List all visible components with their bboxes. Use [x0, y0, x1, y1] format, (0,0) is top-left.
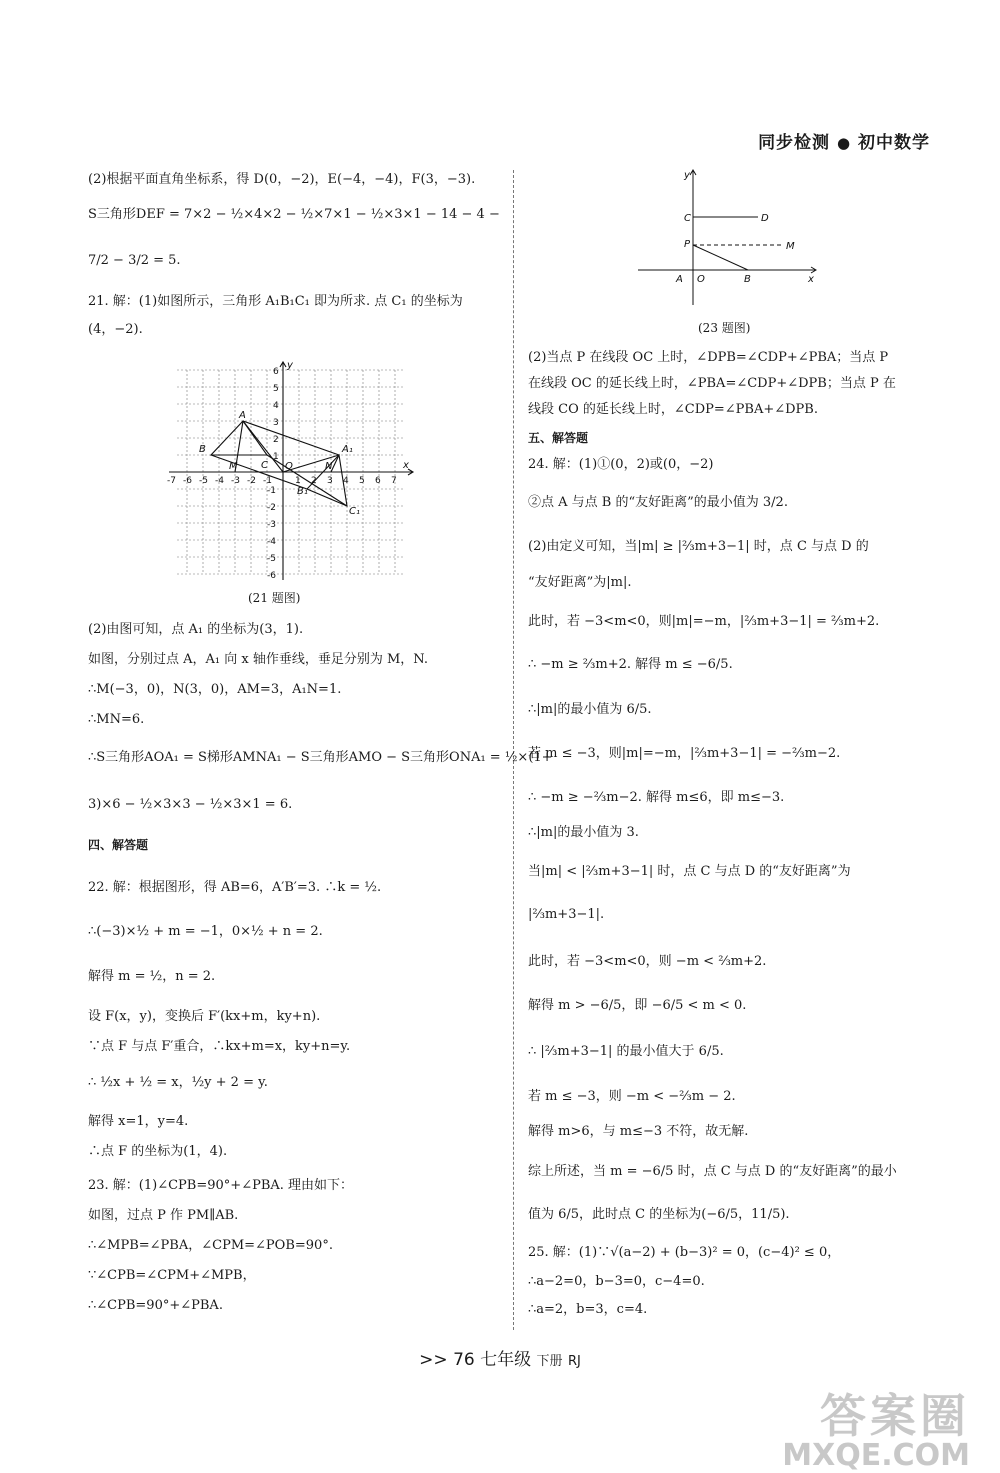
label-o: O [697, 274, 705, 285]
x-tick-label: -2 [247, 476, 256, 486]
label-b: B [744, 274, 751, 285]
grade: 七年级 [480, 1350, 532, 1370]
text-line: 当|m| < |⅔m+3−1| 时，点 C 与点 D 的“友好距离”为 [528, 864, 851, 879]
text-line: (4，−2). [88, 322, 143, 337]
text-line: 若 m ≤ −3，则 −m < −⅔m − 2. [528, 1089, 736, 1104]
label-d: D [761, 213, 769, 224]
x-tick-label: 5 [359, 476, 365, 486]
text-line: ∵∠CPB=∠CPM+∠MPB， [88, 1268, 256, 1283]
x-tick-label: 6 [375, 476, 381, 486]
figure-23-caption: (23 题图) [698, 321, 751, 335]
text-line: 如图，过点 P 作 PM∥AB. [88, 1208, 239, 1223]
label-a1: A₁ [342, 444, 353, 455]
page-number: 76 [453, 1350, 475, 1370]
text-line: 此时，若 −3<m<0，则|m|=−m，|⅔m+3−1| = ⅔m+2. [528, 614, 880, 629]
text-line: 在线段 OC 的延长线上时，∠PBA=∠CDP+∠DPB；当点 P 在 [528, 376, 896, 391]
x-tick-label: -1 [263, 476, 272, 486]
text-line: ∵点 F 与点 F′重合，∴kx+m=x，ky+n=y. [88, 1039, 351, 1054]
x-tick-label: -6 [183, 476, 192, 486]
y-tick-label: -6 [267, 571, 276, 581]
label-c: C [684, 213, 691, 224]
text-line: 3)×6 − ½×3×3 − ½×3×1 = 6. [88, 797, 293, 812]
text-line: 解得 x=1，y=4. [88, 1114, 189, 1129]
text-line: ∴|m|的最小值为 6/5. [528, 702, 652, 717]
text-line: ∴M(−3，0)，N(3，0)，AM=3，A₁N=1. [88, 682, 342, 697]
text-line: ∴S三角形AOA₁ = S梯形AMNA₁ − S三角形AMO − S三角形ONA₁ = ½×(1+ [88, 750, 553, 765]
text-line: ∴(−3)×½ + m = −1，0×½ + n = 2. [88, 924, 323, 939]
text-line: |⅔m+3−1|. [528, 907, 605, 922]
label-o: O [285, 461, 293, 472]
label-a: A [676, 274, 683, 285]
label-x: x [403, 460, 409, 471]
x-tick-label: 1 [295, 476, 301, 486]
text-line: (2)由图可知，点 A₁ 的坐标为(3，1). [88, 622, 304, 637]
text-line: 解得 m > −6/5，即 −6/5 < m < 0. [528, 998, 747, 1013]
x-tick-label: -7 [167, 476, 176, 486]
y-tick-label: 4 [273, 401, 279, 411]
y-tick-label: -1 [267, 486, 276, 496]
figure-21-caption: (21 题图) [248, 591, 301, 605]
q22-line: 22. 解：根据图形，得 AB=6，A′B′=3. ∴k = ½. [88, 880, 382, 895]
text-line: (2)由定义可知，当|m| ≥ |⅔m+3−1| 时，点 C 与点 D 的 [528, 539, 869, 554]
y-tick-label: -3 [267, 520, 276, 530]
text-line: (2)当点 P 在线段 OC 上时，∠DPB=∠CDP+∠PBA；当点 P [528, 350, 889, 365]
figure-23 [638, 165, 828, 310]
y-tick-label: 1 [273, 452, 279, 462]
line-pb [693, 245, 748, 270]
y-tick-label: 5 [273, 384, 279, 394]
text-line: ∴a=2，b=3，c=4. [528, 1302, 648, 1317]
edition: RJ [567, 1354, 581, 1369]
section-heading: 四、解答题 [88, 838, 149, 852]
label-a: A [239, 410, 246, 421]
watermark [782, 1380, 970, 1473]
x-tick-label: -5 [199, 476, 208, 486]
watermark-logo: 答案圈 [820, 1389, 970, 1443]
text-line: 值为 6/5，此时点 C 的坐标为(−6/5，11/5). [528, 1207, 790, 1222]
figure-21-grid [163, 360, 508, 585]
header [758, 128, 930, 153]
text-line: 此时，若 −3<m<0，则 −m < ⅔m+2. [528, 954, 767, 969]
text-line: ∴ −m ≥ −⅔m−2. 解得 m≤6，即 m≤−3. [528, 790, 785, 805]
text-line: 线段 CO 的延长线上时，∠CDP=∠PBA+∠DPB. [528, 402, 818, 417]
x-tick-label: -3 [231, 476, 240, 486]
y-tick-label: -4 [267, 537, 276, 547]
label-m: M [786, 241, 795, 252]
q23-line: 23. 解：(1)∠CPB=90°+∠PBA. 理由如下： [88, 1178, 354, 1193]
volume: 下册 [536, 1354, 563, 1369]
x-tick-label: 7 [391, 476, 397, 486]
label-m: M [229, 461, 238, 472]
y-tick-label: 3 [273, 418, 279, 428]
label-y: y [684, 170, 690, 181]
q25-line: 25. 解：(1)∵√(a−2) + (b−3)² = 0，(c−4)² ≤ 0， [528, 1245, 841, 1260]
text-line: 设 F(x，y)，变换后 F′(kx+m，ky+n). [88, 1009, 321, 1024]
text-line: ②点 A 与点 B 的“友好距离”的最小值为 3/2. [528, 495, 788, 510]
label-c: C [261, 460, 268, 471]
text-line: 解得 m>6，与 m≤−3 不符，故无解. [528, 1124, 749, 1139]
q24-line: 24. 解：(1)①(0，2)或(0，−2) [528, 457, 714, 472]
text-line: ∴|m|的最小值为 3. [528, 825, 639, 840]
text-line: S三角形DEF = 7×2 − ½×4×2 − ½×7×1 − ½×3×1 − 14 − 4 − [88, 207, 500, 222]
y-tick-label: -2 [267, 503, 276, 513]
y-tick-label: 6 [273, 367, 279, 377]
text-line: ∴a−2=0，b−3=0，c−4=0. [528, 1274, 705, 1289]
label-b: B [199, 444, 206, 455]
text-line: “友好距离”为|m|. [528, 575, 632, 590]
label-y: y [287, 360, 293, 371]
section-heading: 五、解答题 [528, 431, 589, 445]
x-tick-label: 4 [343, 476, 349, 486]
watermark-url: MXQE.COM [782, 1438, 970, 1473]
x-tick-label: -4 [215, 476, 224, 486]
text-line: ∴ −m ≥ ⅔m+2. 解得 m ≤ −6/5. [528, 657, 733, 672]
label-x: x [808, 274, 814, 285]
text-line: (2)根据平面直角坐标系，得 D(0，−2)，E(−4，−4)，F(3，−3). [88, 172, 476, 187]
label-p: P [684, 239, 691, 250]
text-line: ∴MN=6. [88, 712, 145, 727]
header-subtitle: 初中数学 [858, 133, 930, 153]
label-n: N [325, 461, 333, 472]
text-line: ∴∠CPB=90°+∠PBA. [88, 1298, 223, 1313]
y-tick-label: 2 [273, 435, 279, 445]
text-line: 若 m ≤ −3，则|m|=−m，|⅔m+3−1| = −⅔m−2. [528, 746, 841, 761]
text-line: 7/2 − 3/2 = 5. [88, 253, 181, 268]
x-tick-label: 2 [311, 476, 317, 486]
page-footer [0, 1345, 1000, 1370]
header-title: 同步检测 [758, 133, 831, 153]
footer-arrows: >> [419, 1350, 448, 1370]
text-line: 综上所述，当 m = −6/5 时，点 C 与点 D 的“友好距离”的最小 [528, 1164, 897, 1179]
bulb-icon: ● [836, 134, 852, 152]
text-line: ∴ |⅔m+3−1| 的最小值大于 6/5. [528, 1044, 724, 1059]
text-line: 如图，分别过点 A，A₁ 向 x 轴作垂线，垂足分别为 M，N. [88, 652, 428, 667]
y-tick-label: -5 [267, 554, 276, 564]
x-tick-label: 3 [327, 476, 333, 486]
text-line: ∴ ½x + ½ = x，½y + 2 = y. [88, 1075, 268, 1090]
q21-line: 21. 解：(1)如图所示，三角形 A₁B₁C₁ 即为所求. 点 C₁ 的坐标为 [88, 294, 463, 309]
label-b1: B₁ [297, 486, 308, 497]
text-line: ∴∠MPB=∠PBA，∠CPM=∠POB=90°. [88, 1238, 333, 1253]
label-c1: C₁ [349, 506, 360, 517]
text-line: ∴点 F 的坐标为(1，4). [88, 1144, 228, 1159]
text-line: 解得 m = ½，n = 2. [88, 969, 216, 984]
